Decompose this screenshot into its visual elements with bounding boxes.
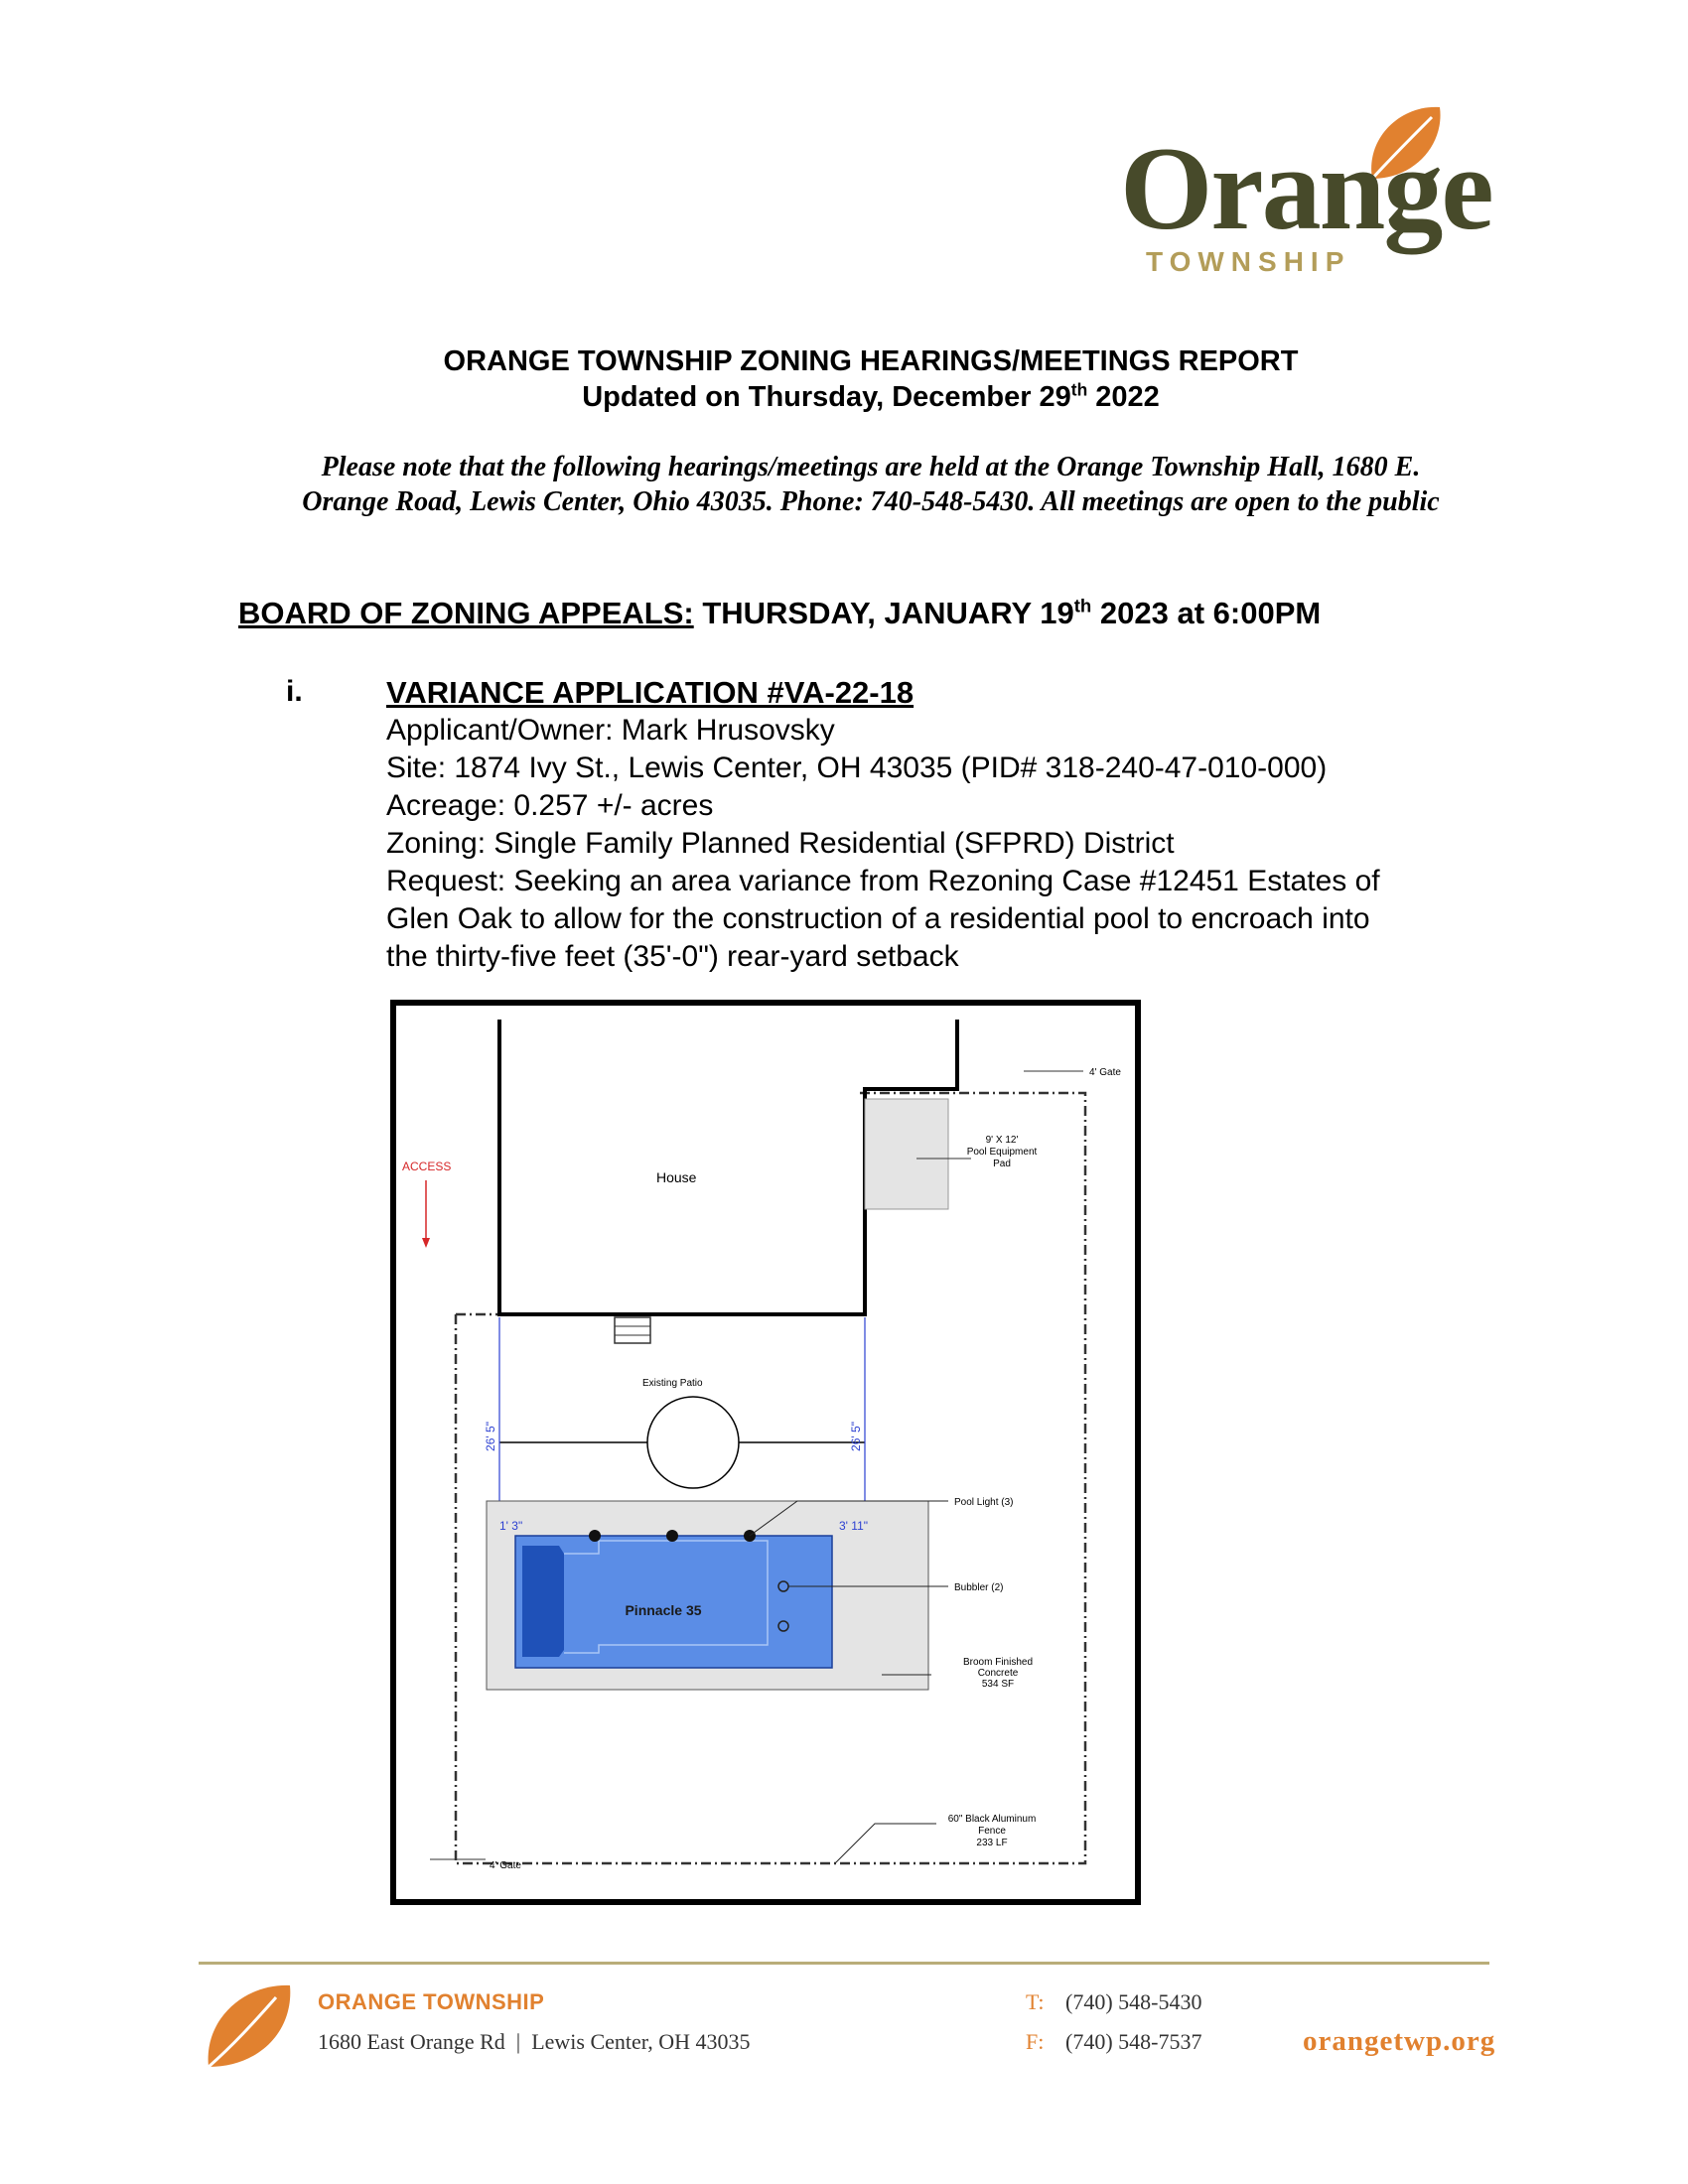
pool-steps <box>522 1546 564 1657</box>
site-plan-drawing <box>390 1000 1141 1905</box>
equipment-label-2: Pool Equipment <box>966 1147 1038 1158</box>
report-title: ORANGE TOWNSHIP ZONING HEARINGS/MEETINGS REPORT <box>443 345 1299 377</box>
fence-label-2: Fence <box>978 1826 1006 1837</box>
acreage: Acreage: 0.257 +/- acres <box>386 789 714 822</box>
gate-top-label: 4' Gate <box>1089 1067 1121 1078</box>
fence-label-3: 233 LF <box>976 1838 1008 1848</box>
gate-bottom-label: 4' Gate <box>490 1860 521 1871</box>
footer-org-name: ORANGE TOWNSHIP <box>318 1989 545 2014</box>
zoning: Zoning: Single Family Planned Residential (SFPRD) District <box>386 827 1175 860</box>
access-label: ACCESS <box>402 1160 452 1173</box>
pool-light-2 <box>666 1530 678 1542</box>
orange-township-logo <box>1112 99 1509 288</box>
updated-date: Updated on Thursday, December 29th 2022 <box>582 379 1160 413</box>
plan-frame <box>393 1003 1138 1902</box>
footer-leaf-icon <box>199 1976 298 2075</box>
request-line-2: Glen Oak to allow for the construction of a residential pool to encroach into <box>386 902 1370 935</box>
pool-light-label: Pool Light (3) <box>954 1497 1014 1508</box>
dim-small-left: 1' 3" <box>499 1519 523 1533</box>
fence-label-1: 60" Black Aluminum <box>947 1814 1037 1825</box>
meeting-note-line-2: Orange Road, Lewis Center, Ohio 43035. Phone: 740-548-5430. All meetings are open to the public <box>302 486 1440 517</box>
request-line-3: the thirty-five feet (35'-0") rear-yard setback <box>386 940 959 973</box>
footer-fax: (740) 548-7537 <box>1065 2029 1202 2054</box>
board-heading: BOARD OF ZONING APPEALS: THURSDAY, JANUARY 19th 2023 at 6:00PM <box>238 595 1322 630</box>
house-label: House <box>656 1169 697 1185</box>
concrete-label-1: Broom Finished <box>962 1657 1034 1668</box>
logo-wordmark: Orange <box>1120 122 1492 254</box>
meeting-note-line-1: Please note that the following hearings/meetings are held at the Orange Township Hall, 1680 E. <box>321 452 1421 482</box>
pool-light-1 <box>589 1530 601 1542</box>
pool-name: Pinnacle 35 <box>625 1602 702 1618</box>
bubbler-label: Bubbler (2) <box>954 1582 1004 1593</box>
dim-left-label: 26' 5" <box>484 1422 497 1451</box>
footer-website[interactable]: orangetwp.org <box>1303 2025 1496 2057</box>
concrete-label-3: 534 SF <box>981 1679 1015 1690</box>
item-number: i. <box>286 675 303 708</box>
applicant: Applicant/Owner: Mark Hrusovsky <box>386 714 835 747</box>
footer-divider <box>199 1962 1489 1965</box>
patio-label: Existing Patio <box>642 1378 703 1389</box>
logo-subtitle: TOWNSHIP <box>1146 246 1351 277</box>
footer-address: 1680 East Orange Rd | Lewis Center, OH 43035 <box>318 2029 751 2054</box>
footer-fax-label: F: <box>1026 2029 1045 2054</box>
footer-phone: (740) 548-5430 <box>1065 1989 1202 2014</box>
footer-phone-label: T: <box>1026 1989 1045 2014</box>
variance-title: VARIANCE APPLICATION #VA-22-18 <box>386 675 914 710</box>
equipment-label-3: Pad <box>993 1159 1011 1169</box>
site-address: Site: 1874 Ivy St., Lewis Center, OH 43035 (PID# 318-240-47-010-000) <box>386 751 1328 784</box>
concrete-label-2: Concrete <box>977 1668 1019 1679</box>
request-line-1: Request: Seeking an area variance from Rezoning Case #12451 Estates of <box>386 865 1380 897</box>
dim-small-right: 3' 11" <box>839 1519 869 1533</box>
equipment-label-1: 9' X 12' <box>985 1135 1019 1146</box>
equipment-pad <box>865 1099 948 1209</box>
dim-right-label: 26' 5" <box>849 1422 863 1451</box>
patio-table <box>647 1397 739 1488</box>
